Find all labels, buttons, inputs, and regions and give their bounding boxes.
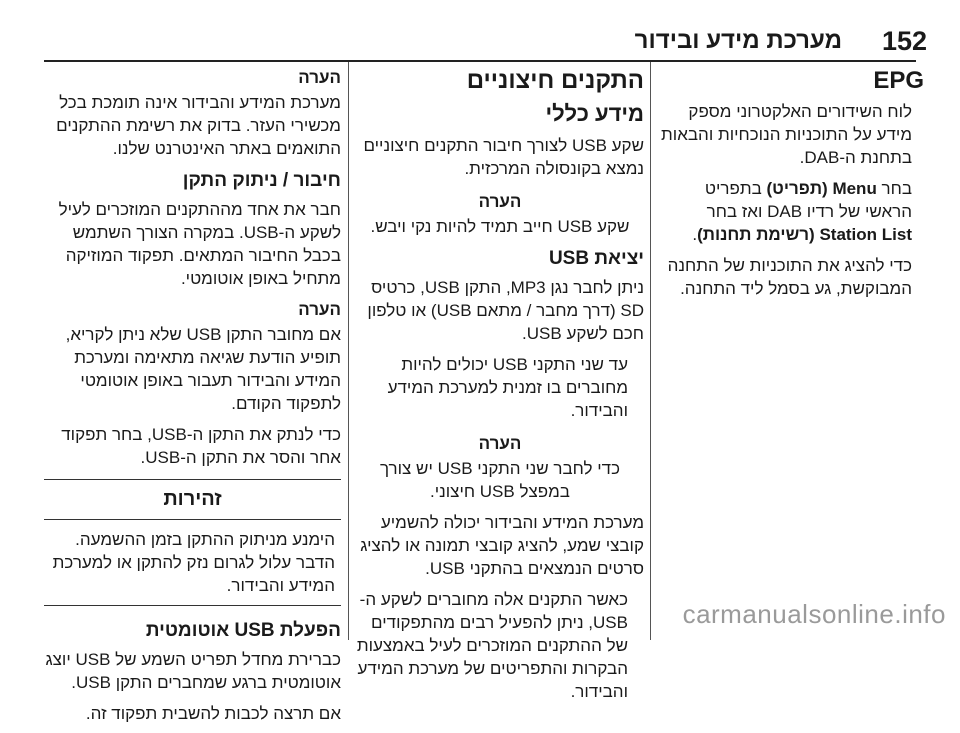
paragraph-menu-instructions: בחר Menu (תפריט) בתפריט הראשי של רדיו DAB ואז בחר Station List (רשימת תחנות). — [692, 179, 912, 244]
note-label: הערה — [478, 434, 522, 453]
note-label: הערה — [478, 192, 522, 211]
paragraph: לוח השידורים האלקטרוני מספק מידע על התוכניות הנוכחיות והבאות בתחנת ה-DAB. — [661, 102, 912, 167]
section-title-epg: EPG — [873, 67, 924, 94]
page-number: 152 — [882, 26, 928, 56]
paragraph: כדי לנתק את התקן ה-USB, בחר תפקוד אחר והסר את התקן ה-USB. — [61, 425, 341, 467]
subtitle-general-info: מידע כללי — [545, 101, 644, 126]
column-divider-left — [348, 62, 349, 640]
paragraph: שקע USB לצורך חיבור התקנים חיצוניים נמצא בקונסולה המרכזית. — [363, 136, 644, 178]
header-rule — [44, 60, 916, 62]
menu-term: Menu (תפריט) — [766, 179, 877, 198]
note-label: הערה — [298, 300, 341, 319]
watermark: carmanualsonline.info — [682, 599, 946, 629]
subhead-usb-port: יציאת USB — [548, 248, 644, 269]
section-title-external-devices: התקנים חיצוניים — [466, 67, 644, 94]
running-title: מערכת מידע ובידור — [634, 27, 842, 54]
column-right — [656, 66, 924, 308]
note-label: הערה — [298, 68, 341, 87]
paragraph: כדי להציג את התוכניות של התחנה המבוקשת, גע בסמל ליד התחנה. — [667, 256, 912, 298]
column-left — [44, 66, 341, 733]
paragraph: אם תרצה לכבות להשבית תפקוד זה. — [85, 704, 341, 723]
station-list-term: Station List (רשימת תחנות) — [697, 225, 912, 244]
column-divider-right — [650, 62, 651, 640]
paragraph: עד שני התקני USB יכולים להיות מחוברים בו זמנית למערכת המידע והבידור. — [387, 355, 628, 420]
subhead-usb-autoplay: הפעלת USB אוטומטית — [145, 620, 341, 641]
note-text: שקע USB חייב תמיד להיות נקי ויבש. — [370, 217, 630, 236]
paragraph: חבר את אחד מההתקנים המוזכרים לעיל לשקע ה-USB. במקרה הצורך השתמש בכבל החיבור המתאים. תפקוד המוזיקה מתחיל באופן אוטומטי. — [58, 200, 341, 288]
paragraph: מערכת המידע והבידור יכולה להשמיע קובצי שמע, להציג קובצי תמונה או להציג סרטים הנמצאים בהתקני USB. — [360, 513, 644, 578]
note-text: מערכת המידע והבידור אינה תומכת בכל מכשירי העזר. בדוק את רשימת ההתקנים התואמים באתר האינטרנט שלנו. — [56, 93, 341, 158]
subhead-connect-disconnect: חיבור / ניתוק התקן — [182, 170, 341, 191]
paragraph: כאשר התקנים אלה מחוברים לשקע ה-USB, ניתן להפעיל רבים מהתפקודים של ההתקנים המוזכרים לעיל באמצעות הבקרות והתפריטים של מערכת המידע והבידור. — [356, 590, 628, 701]
note-text: אם מחובר התקן USB שלא ניתן לקריא, תופיע הודעת שגיאה מתאימה ומערכת המידע והבידור תעבור באופן אוטומטי לתפקוד הקודם. — [65, 325, 341, 413]
paragraph: ניתן לחבר נגן MP3, התקן USB, כרטיס SD (דרך מחבר / מתאם USB) או טלפון חכם לשקע USB. — [367, 278, 644, 343]
caution-title: זהירות — [44, 480, 341, 520]
page-header — [0, 0, 960, 58]
caution-box — [44, 479, 341, 606]
paragraph: כברירת מחדל תפריט השמע של USB יוצג אוטומטית ברגע שמחברים התקן USB. — [45, 650, 341, 692]
column-middle — [356, 66, 644, 711]
caution-text: הימנע מניתוק ההתקן בזמן ההשמעה. הדבר עלול לגרום נזק להתקן או למערכת המידע והבידור. — [52, 530, 335, 595]
note-text: כדי לחבר שני התקני USB יש צורך במפצל USB חיצוני. — [379, 459, 621, 501]
